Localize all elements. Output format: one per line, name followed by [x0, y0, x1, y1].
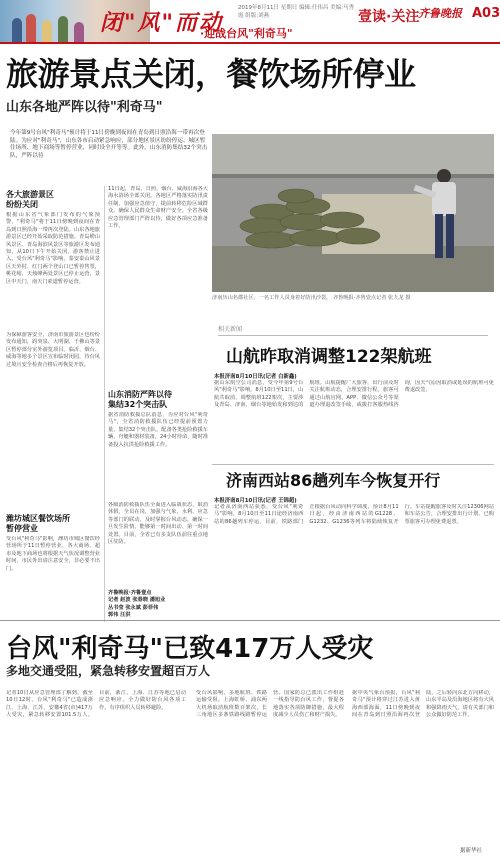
- byline-flights: 本报济南8月10日讯(记者 白新鑫): [214, 374, 297, 380]
- lede-paragraph: 今年第9号台风"利奇马"预计将于11日傍晚到夜间在青岛到日照沿海一带再次登陆。为应对"利奇马"，山东各市启动紧急响应，部分地区景区纷纷停运、城区暂住场所、地下商场等暂停营业，同时设全开等等。此外，山东消防集结32个突击队，严阵以待: [10, 130, 208, 159]
- headline-trains: 济南西站86趟列车今恢复开行: [226, 471, 441, 490]
- column-2c: 各级消防救援队伍全面进入临战状态，取消休假，全员在岗，加强与气象、水利、应急等部门的联动，及时掌握台风动态，确保一旦发生险情，能够第一时间出动、第一时间处置。目前，全省已有多支队伍前往重点地区驻防。: [108, 502, 208, 546]
- reporter-credits: 齐鲁晚报·齐鲁壹点 记者 赵波 张春晓 潘旭业 丛书莹 张永斌 彭菲伟 郭伟 汪洪: [108, 590, 166, 619]
- column-1b: 为保障游客安全，济南市旅游景区也纷纷发布通知，趵突泉、大明湖、千佛山等景区暂停部分室外游览项目。临沂、烟台、威海等地多个景区宣布临时闭园，待台风过境且安全检查合格后再恢复开放。: [6, 332, 100, 368]
- subheading-catering: 潍坊城区餐饮场所 暂停营业: [6, 514, 70, 533]
- wire-credit: 据新华社: [460, 848, 483, 854]
- subheading-fire: 山东消防严阵以待 集结32个突击队: [108, 390, 172, 409]
- masthead-subtitle: ·迎战台风"利奇马": [200, 27, 293, 40]
- main-headline: 旅游景点关闭，餐饮场所停业: [6, 55, 416, 93]
- masthead: [0, 0, 500, 44]
- body-trains: 记者从济南西站获悉，受台风"利奇马"影响，8月10日至11日途经济南西站的86趟列车停运。目前，铁路部门正根据台风动向科学调度，预计8月11日起，经由济南西站的G1228、G1232、G1236等列车将陆续恢复开行。车站提醒旅客及时关注12306网站和车站公告，合理安排出行计划，已购票旅客可办理免费退票。: [214, 504, 494, 525]
- related-news-tag: 相关新闻: [218, 324, 488, 336]
- masthead-title: 闭"风"而动: [100, 10, 223, 36]
- body-flights: 据山东航空公司消息，受今年第9号台风"利奇马"影响，8月10日至11日，山航共取消、调整航班122架次，主要涉及青岛、济南、烟台等地始发和到达的航班。山航提醒广大旅客，出行前及时关注航班动态，合理安排行程。旅客可通过山航官网、APP、微信公众号等渠道办理退改签手续，或拨打客服热线咨询，因天气原因取消或延误的航班可免费退改签。: [214, 380, 494, 409]
- column-2b: 据省消防救援总队消息，为应对台风"利奇马"，全省消防救援队伍已经提前预置力量，集结32个突击队，配备各类抢险救援车辆、舟艇和器材装备，24小时待命，随时准备投入抗洪抢险救援工作。: [108, 412, 208, 448]
- section-divider: [0, 620, 500, 621]
- column-1a: 根据山东省气象部门发布的气象预警，"利奇马"将于11日傍晚到夜间在青岛到日照沿海一带再次登陆。山东各地旅游景区已经开始采取防范措施。青岛崂山风景区、青岛海滨风景区等旅游区发布通知，从10日下午开始关闭，游客禁止进入。受台风"利奇马"影响，泰安泰山风景区天外村、红门两个登山口已暂停售票，桃花峪、天烛峰两处景区已停止运营，景区中天门、南天门索道暂停运营。: [6, 212, 100, 285]
- masthead-rule: [0, 42, 500, 44]
- sandbag-worker-image: [212, 134, 494, 292]
- photo-caption: 济南历山名郡社区，一名工作人员身着好防汛沙袋。 齐鲁晚报·齐鲁壹点记者 张九龙 摄: [212, 295, 411, 301]
- masthead-brand: 壹读·关注: [358, 9, 420, 25]
- story-divider: [212, 464, 494, 465]
- column-divider: [104, 186, 105, 622]
- subheadline-disaster: 多地交通受阻，紧急转移安置超百万人: [6, 664, 211, 678]
- byline-trains: 本报济南8月10日讯(记者 王锦超): [214, 498, 297, 504]
- newspaper-logo: 齐鲁晚报: [418, 7, 462, 20]
- headline-flights: 山航昨取消调整122架航班: [226, 347, 432, 367]
- main-subheadline: 山东各地严阵以待"利奇马": [6, 100, 163, 115]
- headline-disaster: 台风"利奇马"已致417万人受灾: [6, 634, 374, 664]
- news-photo: [212, 134, 494, 292]
- disaster-body-3: 据中央气象台预报，台风"利奇马"预计将穿过江苏进入黄海西部海面，11日傍晚到夜间在青岛到日照沿海再次登陆，之后转向东北方向移动，山东半岛及沿海地区将有大风和强降雨天气，请有关部门和公众做好防范工作。: [352, 690, 494, 719]
- disaster-body-2: 受台风影响，多地航班、铁路运输受阻。上海虹桥、浦东两大机场取消航班数百架次，长三角地区多条铁路线路暂停运营。国家防总已派出工作组赴一线指导防台风工作，督促各地落实各项防御措施，最大程度减少人员伤亡和财产损失。: [196, 690, 344, 719]
- column-1c: 受台风"利奇马"影响，潍坊市城区餐饮经营场所于11日暂停营业，各大商场、超市及地下商场也将根据天气状况调整营业时间，市民外出请注意安全，非必要不出门。: [6, 536, 100, 572]
- disaster-body-1: 记者10日从应急管理部了解到，截至10日12时，台风"利奇马"已造成浙江、上海、江苏、安徽4省(市)417万人受灾，紧急转移安置101.5万人。目前，浙江、上海、江苏等地已启动应急响应，全力做好防台风各项工作，有序组织人员转移避险。: [6, 690, 186, 719]
- column-2a: 11日起，青岛、日照、烟台、威海沿海各大海水浴场全部关闭。各地区严格落实防汛责任制，加强应急值守，提前转移危险区域群众，确保人民群众生命财产安全。全省各级应急管理部门严阵以待，做好各项应急准备工作。: [108, 186, 208, 230]
- page-number: A03: [472, 6, 500, 21]
- subheading-tourist: 各大旅游景区 纷纷关闭: [6, 190, 54, 209]
- masthead-info: 2019年8月11日 星期日 编辑:任伟昌 美编:马秀霞 组版:刘燕: [238, 5, 354, 19]
